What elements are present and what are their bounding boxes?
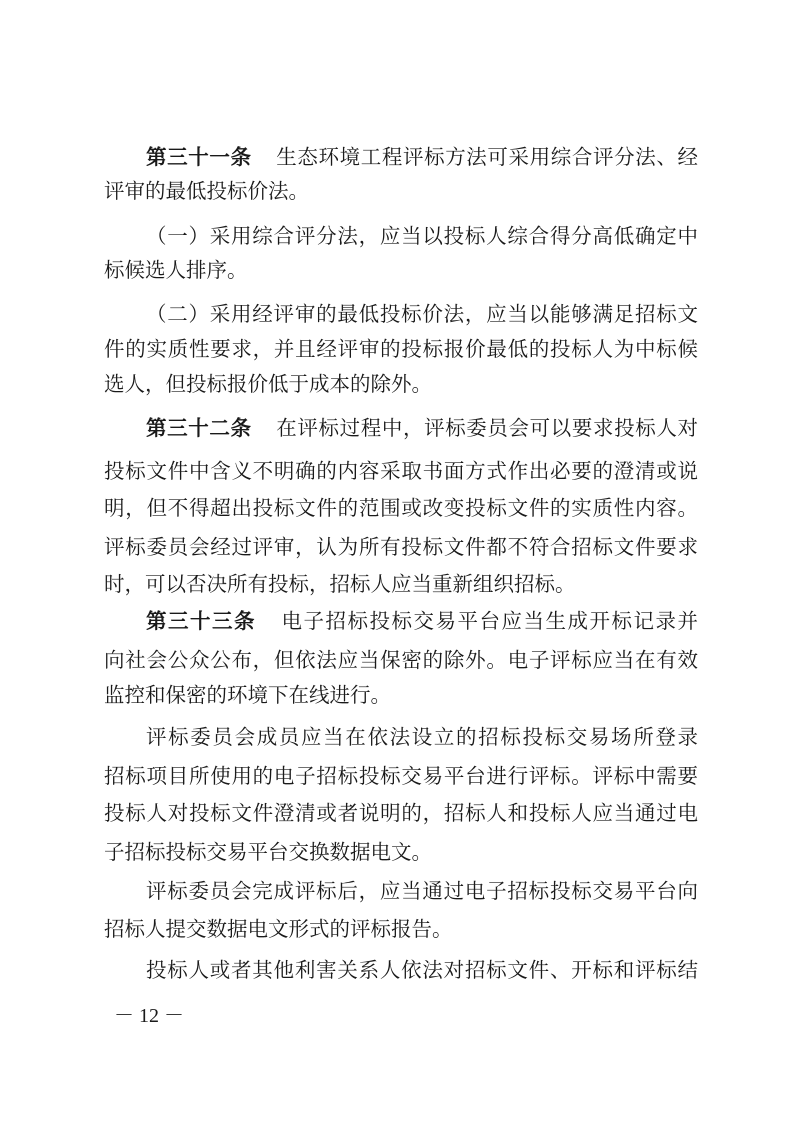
article-31-line-1 xyxy=(146,140,698,174)
article-33-para-2-line-2: 招标项目所使用的电子招标投标交易平台进行评标。评标中需要 xyxy=(104,764,698,788)
article-32-line-1 xyxy=(146,411,698,445)
article-31-heading: 第三十一条 xyxy=(146,145,252,169)
article-31-item-1-line-2: 标候选人排序。 xyxy=(104,258,248,282)
article-33-para-2-line-3: 投标人对投标文件澄清或者说明的，招标人和投标人应当通过电 xyxy=(104,801,698,825)
article-33-text-1: 电子招标投标交易平台应当生成开标记录并 xyxy=(280,609,698,633)
article-31-item-1-line-1: （一）采用综合评分法，应当以投标人综合得分高低确定中 xyxy=(146,224,698,248)
article-33-line-2: 向社会公众公布，但依法应当保密的除外。电子评标应当在有效 xyxy=(104,648,698,672)
article-31-item-2-line-3: 选人，但投标报价低于成本的除外。 xyxy=(104,372,432,396)
article-33-line-1 xyxy=(146,604,698,638)
page-number: － 12 － xyxy=(114,1005,184,1027)
article-32-line-3: 明，但不得超出投标文件的范围或改变投标文件的实质性内容。 xyxy=(104,496,698,520)
article-33-para-2-line-4: 子招标投标交易平台交换数据电文。 xyxy=(104,840,432,864)
article-31-item-2-line-2: 件的实质性要求，并且经评审的投标报价最低的投标人为中标候 xyxy=(104,337,698,361)
article-33-para-2-line-1: 评标委员会成员应当在依法设立的招标投标交易场所登录 xyxy=(146,725,698,749)
article-32-line-5: 时，可以否决所有投标，招标人应当重新组织招标。 xyxy=(104,572,576,596)
article-33-line-3: 监控和保密的环境下在线进行。 xyxy=(104,683,391,707)
article-31-item-2-line-1: （二）采用经评审的最低投标价法，应当以能够满足招标文 xyxy=(146,302,698,326)
article-33-para-3-line-1: 评标委员会完成评标后，应当通过电子招标投标交易平台向 xyxy=(146,879,698,903)
article-32-line-4: 评标委员会经过评审，认为所有投标文件都不符合招标文件要求 xyxy=(104,535,698,559)
article-33-para-4-line-1: 投标人或者其他利害关系人依法对招标文件、开标和评标结 xyxy=(146,958,698,982)
article-33-heading: 第三十三条 xyxy=(146,609,256,633)
article-31-line-2: 评审的最低投标价法。 xyxy=(104,179,309,203)
article-33-para-3-line-2: 招标人提交数据电文形式的评标报告。 xyxy=(104,917,453,941)
article-32-line-2: 投标文件中含义不明确的内容采取书面方式作出必要的澄清或说 xyxy=(104,459,698,483)
article-31-text-1: 生态环境工程评标方法可采用综合评分法、经 xyxy=(275,145,699,169)
article-32-text-1: 在评标过程中，评标委员会可以要求投标人对 xyxy=(275,416,699,440)
article-32-heading: 第三十二条 xyxy=(146,416,252,440)
